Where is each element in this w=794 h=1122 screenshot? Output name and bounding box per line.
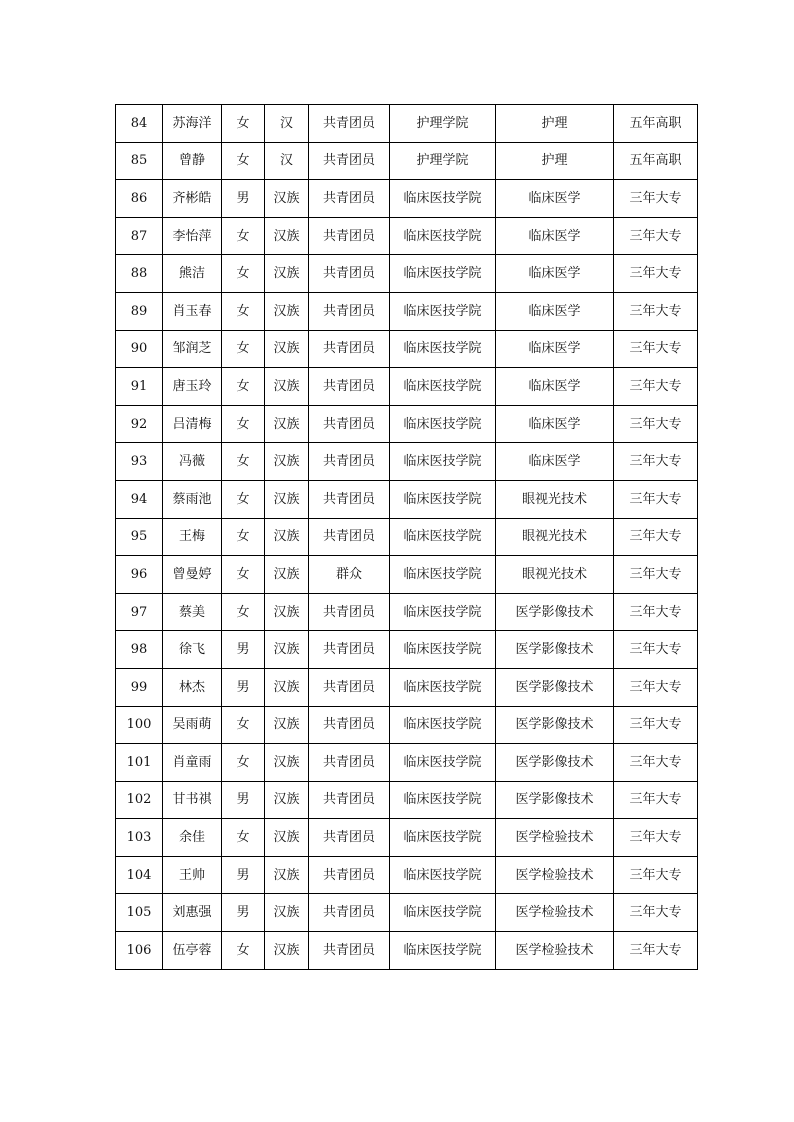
table-row [116,405,698,443]
gender-cell: 男 [222,856,265,894]
gender-cell: 女 [222,744,265,782]
gender-cell: 女 [222,292,265,330]
student-name-cell: 林杰 [163,668,222,706]
education-level-cell: 三年大专 [614,631,698,669]
major-cell: 医学影像技术 [496,668,614,706]
student-name-cell: 齐彬皓 [163,180,222,218]
table-row [116,105,698,143]
college-cell: 临床医技学院 [390,330,496,368]
gender-cell: 女 [222,593,265,631]
student-name-cell: 苏海洋 [163,105,222,143]
political-status-cell: 共青团员 [309,631,390,669]
ethnicity-cell: 汉族 [265,631,309,669]
education-level-cell: 三年大专 [614,518,698,556]
gender-cell: 女 [222,330,265,368]
table-row [116,593,698,631]
political-status-cell: 共青团员 [309,330,390,368]
student-name-cell: 熊洁 [163,255,222,293]
college-cell: 临床医技学院 [390,180,496,218]
political-status-cell: 共青团员 [309,480,390,518]
college-cell: 临床医技学院 [390,556,496,594]
row-number-cell: 93 [116,443,163,481]
table-row [116,932,698,970]
major-cell: 医学影像技术 [496,781,614,819]
major-cell: 护理 [496,105,614,143]
major-cell: 临床医学 [496,180,614,218]
gender-cell: 男 [222,781,265,819]
roster-body [116,105,698,970]
row-number-cell: 99 [116,668,163,706]
ethnicity-cell: 汉族 [265,330,309,368]
table-row [116,480,698,518]
major-cell: 医学检验技术 [496,894,614,932]
table-row [116,894,698,932]
political-status-cell: 共青团员 [309,593,390,631]
student-name-cell: 李怡萍 [163,217,222,255]
ethnicity-cell: 汉族 [265,781,309,819]
row-number-cell: 89 [116,292,163,330]
ethnicity-cell: 汉族 [265,932,309,970]
college-cell: 临床医技学院 [390,894,496,932]
political-status-cell: 共青团员 [309,894,390,932]
gender-cell: 男 [222,631,265,669]
row-number-cell: 91 [116,368,163,406]
political-status-cell: 群众 [309,556,390,594]
college-cell: 临床医技学院 [390,932,496,970]
college-cell: 临床医技学院 [390,292,496,330]
ethnicity-cell: 汉族 [265,405,309,443]
major-cell: 临床医学 [496,292,614,330]
major-cell: 医学影像技术 [496,744,614,782]
table-row [116,706,698,744]
gender-cell: 女 [222,142,265,180]
ethnicity-cell: 汉族 [265,894,309,932]
gender-cell: 女 [222,819,265,857]
student-name-cell: 吕清梅 [163,405,222,443]
student-name-cell: 蔡美 [163,593,222,631]
major-cell: 临床医学 [496,217,614,255]
row-number-cell: 106 [116,932,163,970]
political-status-cell: 共青团员 [309,405,390,443]
row-number-cell: 97 [116,593,163,631]
row-number-cell: 84 [116,105,163,143]
table-row [116,744,698,782]
gender-cell: 女 [222,105,265,143]
student-name-cell: 徐飞 [163,631,222,669]
table-row [116,255,698,293]
student-name-cell: 吴雨萌 [163,706,222,744]
gender-cell: 女 [222,217,265,255]
major-cell: 护理 [496,142,614,180]
college-cell: 临床医技学院 [390,480,496,518]
gender-cell: 女 [222,255,265,293]
gender-cell: 女 [222,706,265,744]
major-cell: 眼视光技术 [496,556,614,594]
college-cell: 临床医技学院 [390,255,496,293]
college-cell: 护理学院 [390,142,496,180]
education-level-cell: 三年大专 [614,744,698,782]
college-cell: 临床医技学院 [390,593,496,631]
student-name-cell: 邹润芝 [163,330,222,368]
political-status-cell: 共青团员 [309,744,390,782]
major-cell: 医学影像技术 [496,593,614,631]
political-status-cell: 共青团员 [309,105,390,143]
table-row [116,330,698,368]
ethnicity-cell: 汉族 [265,744,309,782]
political-status-cell: 共青团员 [309,781,390,819]
education-level-cell: 三年大专 [614,255,698,293]
college-cell: 临床医技学院 [390,744,496,782]
education-level-cell: 三年大专 [614,706,698,744]
ethnicity-cell: 汉 [265,142,309,180]
major-cell: 医学检验技术 [496,819,614,857]
education-level-cell: 五年高职 [614,105,698,143]
college-cell: 护理学院 [390,105,496,143]
row-number-cell: 95 [116,518,163,556]
student-roster-table [115,104,698,970]
student-name-cell: 唐玉玲 [163,368,222,406]
row-number-cell: 88 [116,255,163,293]
ethnicity-cell: 汉族 [265,668,309,706]
row-number-cell: 85 [116,142,163,180]
education-level-cell: 三年大专 [614,819,698,857]
education-level-cell: 三年大专 [614,932,698,970]
student-name-cell: 肖童雨 [163,744,222,782]
college-cell: 临床医技学院 [390,518,496,556]
table-row [116,368,698,406]
table-row [116,217,698,255]
row-number-cell: 87 [116,217,163,255]
education-level-cell: 三年大专 [614,443,698,481]
political-status-cell: 共青团员 [309,292,390,330]
gender-cell: 男 [222,180,265,218]
political-status-cell: 共青团员 [309,368,390,406]
political-status-cell: 共青团员 [309,932,390,970]
education-level-cell: 三年大专 [614,556,698,594]
ethnicity-cell: 汉族 [265,706,309,744]
education-level-cell: 三年大专 [614,480,698,518]
gender-cell: 女 [222,518,265,556]
gender-cell: 女 [222,443,265,481]
ethnicity-cell: 汉族 [265,255,309,293]
college-cell: 临床医技学院 [390,781,496,819]
gender-cell: 女 [222,405,265,443]
education-level-cell: 三年大专 [614,894,698,932]
ethnicity-cell: 汉族 [265,593,309,631]
education-level-cell: 三年大专 [614,856,698,894]
college-cell: 临床医技学院 [390,368,496,406]
education-level-cell: 五年高职 [614,142,698,180]
major-cell: 医学影像技术 [496,631,614,669]
student-name-cell: 余佳 [163,819,222,857]
education-level-cell: 三年大专 [614,330,698,368]
education-level-cell: 三年大专 [614,668,698,706]
major-cell: 医学检验技术 [496,856,614,894]
student-name-cell: 肖玉春 [163,292,222,330]
major-cell: 医学影像技术 [496,706,614,744]
major-cell: 眼视光技术 [496,518,614,556]
table-row [116,668,698,706]
ethnicity-cell: 汉族 [265,556,309,594]
ethnicity-cell: 汉族 [265,180,309,218]
row-number-cell: 100 [116,706,163,744]
ethnicity-cell: 汉 [265,105,309,143]
ethnicity-cell: 汉族 [265,443,309,481]
student-name-cell: 冯薇 [163,443,222,481]
ethnicity-cell: 汉族 [265,368,309,406]
political-status-cell: 共青团员 [309,180,390,218]
student-name-cell: 蔡雨池 [163,480,222,518]
college-cell: 临床医技学院 [390,819,496,857]
student-name-cell: 曾曼婷 [163,556,222,594]
table-row [116,142,698,180]
education-level-cell: 三年大专 [614,405,698,443]
major-cell: 临床医学 [496,330,614,368]
student-name-cell: 曾静 [163,142,222,180]
college-cell: 临床医技学院 [390,856,496,894]
college-cell: 临床医技学院 [390,405,496,443]
major-cell: 临床医学 [496,405,614,443]
ethnicity-cell: 汉族 [265,292,309,330]
row-number-cell: 94 [116,480,163,518]
political-status-cell: 共青团员 [309,217,390,255]
table-row [116,856,698,894]
row-number-cell: 96 [116,556,163,594]
student-name-cell: 王帅 [163,856,222,894]
gender-cell: 女 [222,480,265,518]
major-cell: 眼视光技术 [496,480,614,518]
college-cell: 临床医技学院 [390,706,496,744]
college-cell: 临床医技学院 [390,443,496,481]
political-status-cell: 共青团员 [309,518,390,556]
major-cell: 临床医学 [496,443,614,481]
row-number-cell: 103 [116,819,163,857]
education-level-cell: 三年大专 [614,368,698,406]
political-status-cell: 共青团员 [309,142,390,180]
table-row [116,781,698,819]
ethnicity-cell: 汉族 [265,856,309,894]
gender-cell: 男 [222,668,265,706]
row-number-cell: 86 [116,180,163,218]
political-status-cell: 共青团员 [309,706,390,744]
education-level-cell: 三年大专 [614,292,698,330]
table-row [116,180,698,218]
political-status-cell: 共青团员 [309,856,390,894]
gender-cell: 男 [222,894,265,932]
table-row [116,556,698,594]
row-number-cell: 90 [116,330,163,368]
gender-cell: 女 [222,932,265,970]
major-cell: 临床医学 [496,255,614,293]
table-row [116,819,698,857]
education-level-cell: 三年大专 [614,217,698,255]
table-row [116,292,698,330]
college-cell: 临床医技学院 [390,631,496,669]
student-name-cell: 王梅 [163,518,222,556]
row-number-cell: 105 [116,894,163,932]
political-status-cell: 共青团员 [309,819,390,857]
education-level-cell: 三年大专 [614,593,698,631]
ethnicity-cell: 汉族 [265,480,309,518]
row-number-cell: 102 [116,781,163,819]
row-number-cell: 92 [116,405,163,443]
education-level-cell: 三年大专 [614,781,698,819]
education-level-cell: 三年大专 [614,180,698,218]
table-row [116,443,698,481]
student-name-cell: 伍亭蓉 [163,932,222,970]
political-status-cell: 共青团员 [309,443,390,481]
major-cell: 医学检验技术 [496,932,614,970]
gender-cell: 女 [222,368,265,406]
political-status-cell: 共青团员 [309,255,390,293]
ethnicity-cell: 汉族 [265,819,309,857]
row-number-cell: 104 [116,856,163,894]
major-cell: 临床医学 [496,368,614,406]
political-status-cell: 共青团员 [309,668,390,706]
college-cell: 临床医技学院 [390,217,496,255]
gender-cell: 女 [222,556,265,594]
table-row [116,631,698,669]
row-number-cell: 98 [116,631,163,669]
student-name-cell: 刘惠强 [163,894,222,932]
ethnicity-cell: 汉族 [265,518,309,556]
ethnicity-cell: 汉族 [265,217,309,255]
college-cell: 临床医技学院 [390,668,496,706]
student-name-cell: 甘书祺 [163,781,222,819]
row-number-cell: 101 [116,744,163,782]
table-row [116,518,698,556]
